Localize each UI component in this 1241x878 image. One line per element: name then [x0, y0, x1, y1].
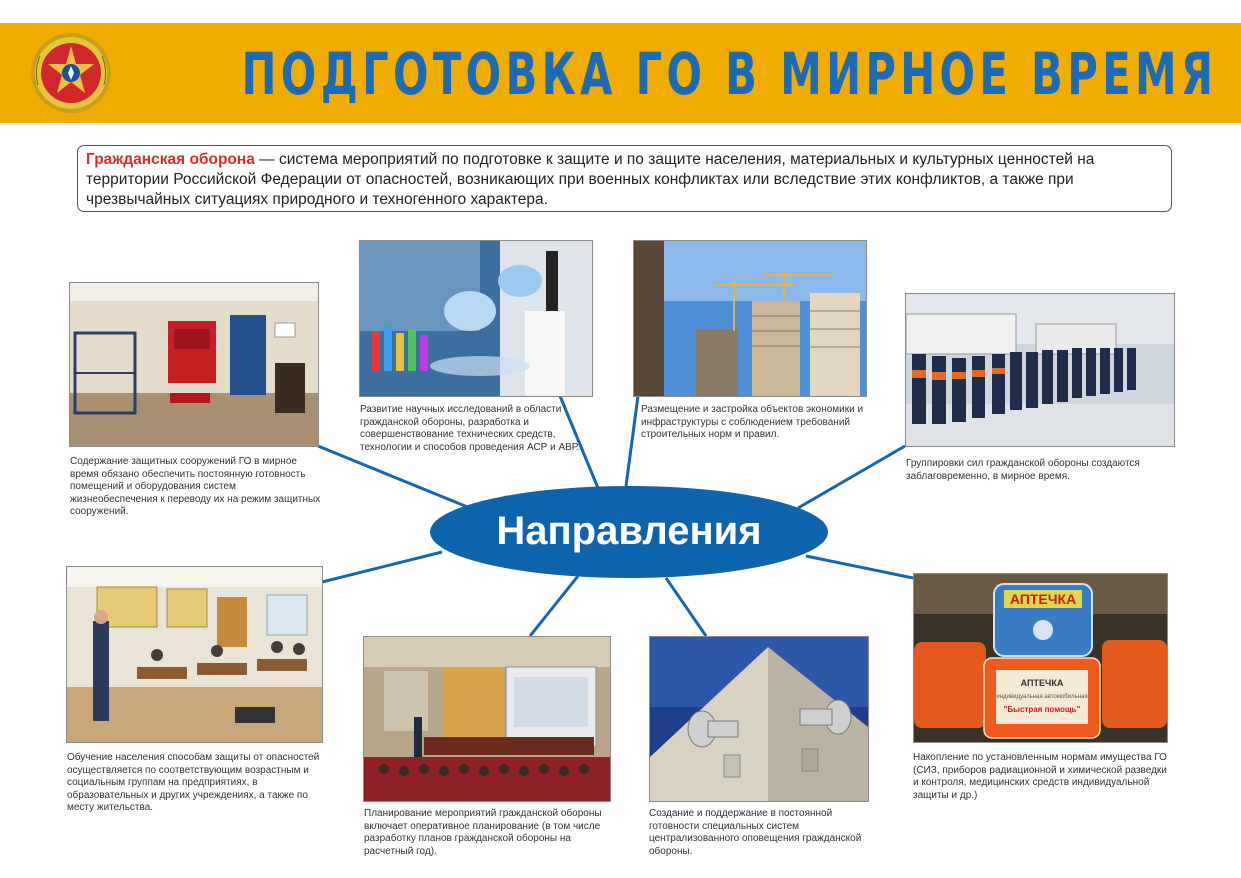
photo-construction [633, 240, 867, 397]
caption-forces: Группировки сил гражданской обороны создаются заблаговременно, в мирное время. [906, 458, 1140, 482]
photo-laboratory [359, 240, 593, 397]
page-title: ПОДГОТОВКА ГО В МИРНОЕ ВРЕМЯ [241, 40, 1217, 108]
caption-stockpiling: Накопление по установленным нормам имущества ГО (СИЗ, приборов радиационной и химической разведки и контроля, медицинских средств индивидуальной защиты и др.) [913, 752, 1167, 801]
photo-sirens [649, 636, 869, 802]
directions-ellipse: Направления [430, 486, 828, 578]
photo-classroom [66, 566, 323, 743]
caption-education: Обучение населения способам защиты от опасностей осуществляется по соответствующим возрастным и социальным группам на предприятиях, в образовательных и других учреждениях, а также по месту жительства. [67, 752, 320, 813]
definition-term: Гражданская оборона [86, 151, 255, 168]
photo-shelter-room [69, 282, 319, 447]
caption-construction: Размещение и застройка объектов экономики и инфраструктуры с соблюдением требований строительных норм и правил. [641, 404, 864, 440]
caption-research: Развитие научных исследований в области гражданской обороны, разработка и совершенствование технических средств, технологии и способов проведения АСР и АВР. [360, 404, 580, 453]
kit-label-top: АПТЕЧКА [1009, 591, 1077, 607]
photo-conference-hall [363, 636, 611, 802]
definition-text: — система мероприятий по подготовке к защите и по защите населения, материальных и культурных ценностей на территории Российской Федерации от опасностей, возникающих при военных конфликтах или вследствие этих конфликтов, а также при чрезвычайных ситуациях природного и техногенного характера. [86, 151, 1095, 208]
photo-first-aid-kits [913, 573, 1168, 743]
caption-alert-systems: Создание и поддержание в постоянной готовности специальных систем централизованного оповещения гражданской обороны. [649, 808, 862, 857]
kit-box-label-1: АПТЕЧКА [1020, 678, 1064, 688]
kit-box-label-3: "Быстрая помощь" [1003, 705, 1081, 714]
caption-shelter: Содержание защитных сооружений ГО в мирное время обязано обеспечить постоянную готовность помещений и оборудования систем жизнеобеспечения к переводу их на режим защитных сооружений. [70, 456, 321, 517]
caption-planning: Планирование мероприятий гражданской обороны включает оперативное планирование (в том числе разработку планов гражданской обороны на расчетный год). [364, 808, 602, 857]
photo-rescue-forces [905, 293, 1175, 447]
kit-box-label-2: индивидуальная автомобильная [996, 694, 1088, 700]
